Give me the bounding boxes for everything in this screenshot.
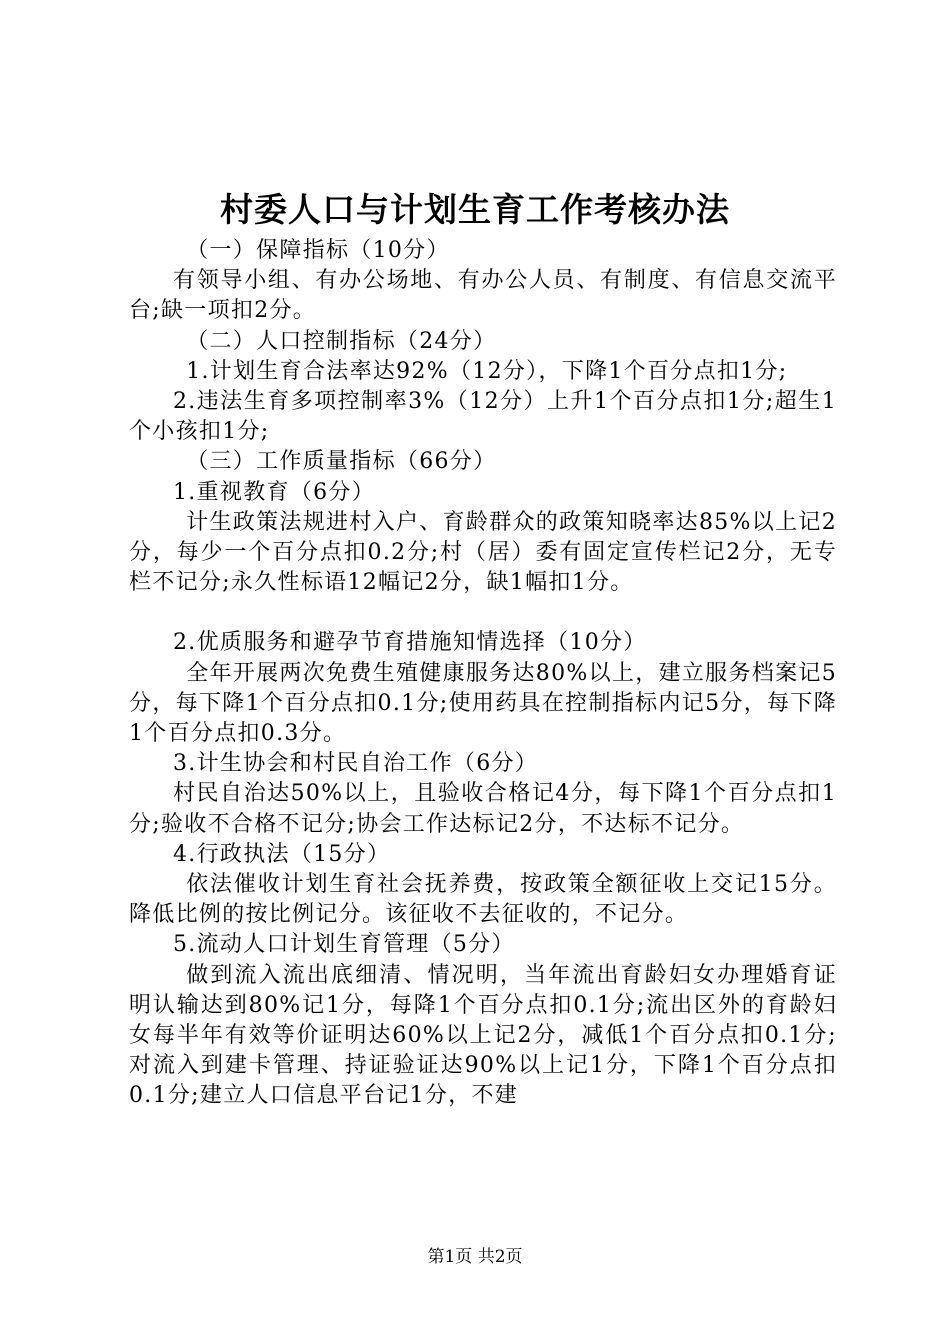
paragraph: 计生政策法规进村入户、育龄群众的政策知晓率达85%以上记2分，每少一个百分点扣0.2分;村（居）委有固定宣传栏记2分，无专栏不记分;永久性标语12幅记2分，缺1幅扣1分。 <box>129 509 837 596</box>
section-heading-work-quality: （三）工作质量指标（66分） <box>186 449 497 475</box>
paragraph: 2.违法生育多项控制率3%（12分）上升1个百分点扣1分;超生1个小孩扣1分; <box>129 389 837 445</box>
paragraph: 做到流入流出底细清、情况明，当年流出育龄妇女办理婚育证明认输达到80%记1分，每降1个百分点扣0.1分;流出区外的育龄妇女每半年有效等价证明达60%以上记2分，减低1个百分点扣0.1分;对流入到建卡管理、持证验证达90%以上记1分，下降1个百分点扣0.1分;建立人口信息平台记1分，不建 <box>129 962 837 1109</box>
subsection-heading: 3.计生协会和村民自治工作（6分） <box>173 751 539 777</box>
document-body <box>129 236 837 1112</box>
section-heading-population-control: （二）人口控制指标（24分） <box>186 328 497 354</box>
subsection-heading: 2.优质服务和避孕节育措施知情选择（10分） <box>173 630 647 656</box>
subsection-heading: 1.重视教育（6分） <box>173 479 375 505</box>
document-title: 村委人口与计划生育工作考核办法 <box>220 190 730 229</box>
paragraph: 1.计划生育合法率达92%（12分），下降1个百分点扣1分; <box>186 358 788 384</box>
page-footer: 第1页 共2页 <box>427 1247 523 1267</box>
paragraph: 村民自治达50%以上，且验收合格记4分，每下降1个百分点扣1分;验收不合格不记分;协会工作达标记2分，不达标不记分。 <box>129 781 837 837</box>
paragraph: 依法催收计划生育社会抚养费，按政策全额征收上交记15分。降低比例的按比例记分。该征收不去征收的，不记分。 <box>129 872 837 928</box>
subsection-heading: 5.流动人口计划生育管理（5分） <box>173 932 515 958</box>
section-heading-guarantee: （一）保障指标（10分） <box>186 238 450 263</box>
paragraph: 有领导小组、有办公场地、有办公人员、有制度、有信息交流平台;缺一项扣2分。 <box>129 268 837 324</box>
paragraph: 全年开展两次免费生殖健康服务达80%以上，建立服务档案记5分，每下降1个百分点扣0.1分;使用药具在控制指标内记5分，每下降1个百分点扣0.3分。 <box>129 660 837 747</box>
subsection-heading: 4.行政执法（15分） <box>173 841 391 867</box>
